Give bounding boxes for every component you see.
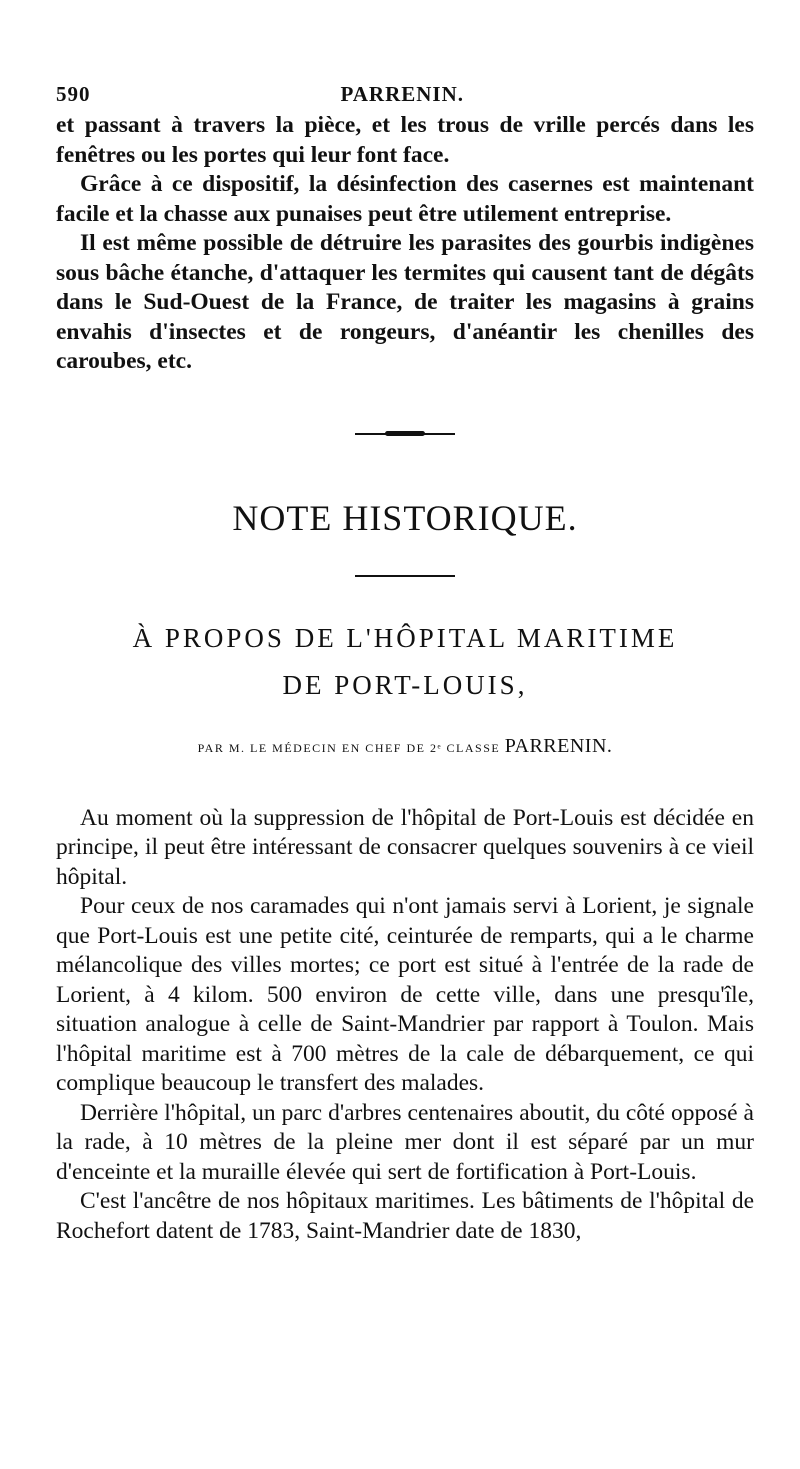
article-subtitle-line1: À PROPOS DE L'HÔPITAL MARITIME [132, 622, 678, 653]
page-number: 590 [56, 82, 91, 106]
byline-author: PARRENIN. [504, 734, 613, 757]
body-paragraph-park: Derrière l'hôpital, un parc d'arbres centenaires aboutit, du côté opposé à la rade, à 10 mètres de la pleine mer dont il est séparé par un mur d'enceinte et la muraille élevée qui sert de fortification à Port-Louis. [56, 1099, 754, 1185]
article-title: NOTE HISTORIQUE. [232, 497, 578, 538]
article-byline [56, 735, 754, 758]
section-divider [355, 433, 455, 435]
running-title: PARRENIN. [340, 82, 465, 106]
top-paragraph-parasites: Il est même possible de détruire les parasites des gourbis indigènes sous bâche étanche, d'attaquer les termites qui causent tant de dégâts dans le Sud-Ouest de la France, de traiter les magasins à grains envahis d'insectes et de rongeurs, d'anéantir les chenilles des caroubes, etc. [56, 230, 754, 374]
document-page [56, 82, 754, 1246]
body-paragraph-ancestor: C'est l'ancêtre de nos hôpitaux maritimes. Les bâtiments de l'hôpital de Rochefort datent de 1783, Saint-Mandrier date de 1830, [56, 1188, 754, 1244]
title-rule [355, 575, 455, 577]
body-paragraph-intro: Au moment où la suppression de l'hôpital de Port-Louis est décidée en principe, il peut être intéressant de consacrer quelques souvenirs à ce vieil hôpital. [56, 804, 754, 890]
top-paragraph-continuation: et passant à travers la pièce, et les trous de vrille percés dans les fenêtres ou les portes qui leur font face. [56, 112, 754, 168]
body-paragraph-location: Pour ceux de nos caramades qui n'ont jamais servi à Lorient, je signale que Port-Louis est une petite cité, ceinturée de remparts, qui a le charme mélancolique des villes mortes; ce port est situé à l'entrée de la rade de Lorient, à 4 kilom. 500 environ de cette ville, dans une presqu'île, situation analogue à celle de Saint-Mandrier par rapport à Toulon. Mais l'hôpital maritime est à 700 mètres de la cale de débarquement, ce qui complique beaucoup le transfert des malades. [56, 893, 754, 1096]
article-subtitle-line2: DE PORT-LOUIS, [282, 669, 528, 700]
page-header [56, 82, 754, 107]
byline-prefix: PAR M. LE MÉDECIN EN CHEF DE 2ᵉ CLASSE [197, 740, 501, 755]
top-paragraph-disinfection: Grâce à ce dispositif, la désinfection des casernes est maintenant facile et la chasse aux punaises peut être utilement entreprise. [56, 171, 754, 227]
